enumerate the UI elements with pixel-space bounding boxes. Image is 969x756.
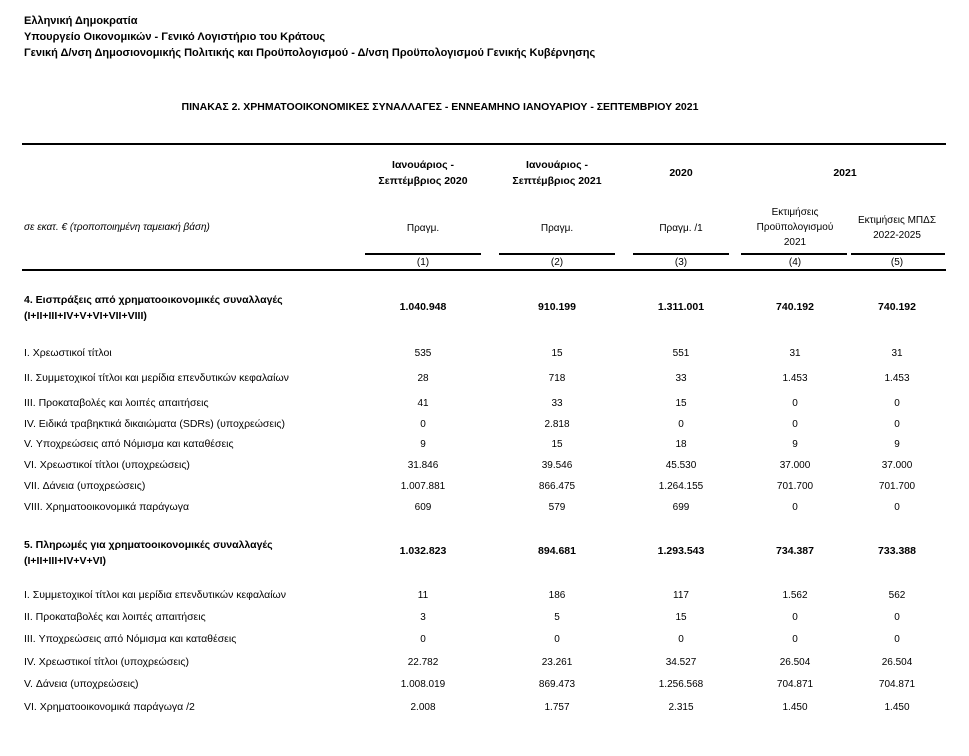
col-header-4-5: 2021 — [833, 167, 857, 179]
section-4-row-label: I. Χρεωστικοί τίτλοι — [24, 347, 112, 359]
section-5-row-label: VI. Χρηματοοικονομικά παράγωγα /2 — [24, 701, 195, 713]
section-4-row-value: 0 — [420, 419, 426, 430]
section-4-row-value: 609 — [414, 502, 432, 513]
section-5-row-value: 2.008 — [410, 702, 436, 713]
header-line-3: Γενική Δ/νση Δημοσιονομικής Πολιτικής και Προϋπολογισμού - Δ/νση Προϋπολογισμού Γενικής Κυβέρνησης — [24, 47, 596, 59]
section-5-row-value: 1.008.019 — [400, 679, 446, 690]
section-5-row-value: 0 — [678, 634, 684, 645]
section-5-row-value: 562 — [888, 590, 906, 601]
header-line-1: Ελληνική Δημοκρατία — [24, 15, 138, 27]
section-5-row-value: 23.261 — [541, 657, 573, 668]
col-header-2: Ιανουάριος - Σεπτέμβριος 2021 — [512, 159, 602, 187]
section-4-row-label: VI. Χρεωστικοί τίτλοι (υποχρεώσεις) — [24, 459, 190, 471]
section-4-row-value: 9 — [894, 439, 900, 450]
section-5-row-label: III. Υποχρεώσεις από Νόμισμα και καταθέσεις — [24, 633, 237, 645]
section-5-label — [24, 537, 273, 569]
section-4-row-value: 701.700 — [878, 481, 916, 492]
section-4-row-value: 0 — [894, 502, 900, 513]
section-5-row-value: 704.871 — [878, 679, 916, 690]
section-4-row-value: 9 — [420, 439, 426, 450]
section-5-row-value: 117 — [673, 590, 689, 601]
section-5-row-value: 704.871 — [776, 679, 814, 690]
section-4-row-value: 39.546 — [541, 460, 573, 471]
section-4-row-value: 718 — [548, 373, 566, 384]
col-number-1: (1) — [416, 257, 430, 268]
section-5-row-value: 0 — [420, 634, 426, 645]
section-4-row-value: 41 — [417, 398, 429, 409]
section-5-row-value: 26.504 — [779, 657, 811, 668]
section-4-label — [24, 292, 283, 324]
section-4-row-value: 1.453 — [782, 373, 808, 384]
section-5-row-value: 186 — [548, 590, 566, 601]
section-4-row-value: 31 — [891, 348, 903, 359]
sub-header-2: Πραγμ. — [540, 223, 574, 234]
col-number-5: (5) — [890, 257, 904, 268]
section-4-total-5: 740.192 — [878, 301, 916, 313]
section-4-total-2: 910.199 — [538, 301, 576, 313]
section-5-row-value: 0 — [894, 612, 900, 623]
section-5-row-value: 1.450 — [884, 702, 910, 713]
sub-header-5: Εκτιμήσεις ΜΠΔΣ 2022-2025 — [857, 215, 937, 241]
section-5-row-value: 15 — [675, 612, 687, 623]
section-4-row-value: 31 — [789, 348, 801, 359]
col-rule-3 — [633, 253, 729, 255]
section-5-title: 5. Πληρωμές για χρηματοοικονομικές συναλλαγές — [24, 539, 273, 551]
section-4-row-label: IV. Ειδικά τραβηκτικά δικαιώματα (SDRs) (υποχρεώσεις) — [24, 418, 285, 430]
col-number-3: (3) — [674, 257, 688, 268]
sub-header-4: Εκτιμήσεις Προϋπολογισμού 2021 — [756, 207, 834, 248]
section-5-row-label: II. Προκαταβολές και λοιπές απαιτήσεις — [24, 611, 206, 623]
section-4-row-label: V. Υποχρεώσεις από Νόμισμα και καταθέσεις — [24, 438, 234, 450]
section-4-row-value: 551 — [672, 348, 690, 359]
section-5-row-value: 1.256.568 — [658, 679, 704, 690]
section-4-row-value: 699 — [672, 502, 690, 513]
col-header-3: 2020 — [669, 167, 693, 179]
section-5-row-value: 3 — [420, 612, 426, 623]
section-4-title: 4. Εισπράξεις από χρηματοοικονομικές συναλλαγές — [24, 294, 283, 306]
sub-header-1: Πραγμ. — [406, 223, 440, 234]
section-4-formula: (I+II+III+IV+V+VI+VII+VIII) — [24, 310, 147, 322]
section-5-row-value: 1.450 — [782, 702, 808, 713]
section-4-row-value: 33 — [551, 398, 563, 409]
section-4-row-value: 0 — [894, 419, 900, 430]
section-5-row-value: 0 — [792, 612, 798, 623]
section-4-row-value: 1.007.881 — [400, 481, 446, 492]
header-line-2: Υπουργείο Οικονομικών - Γενικό Λογιστήριο του Κράτους — [24, 31, 326, 43]
unit-note: σε εκατ. € (τροποποιημένη ταμειακή βάση) — [24, 222, 210, 233]
section-5-total-1: 1.032.823 — [399, 545, 447, 557]
section-4-total-3: 1.311.001 — [657, 301, 705, 313]
section-5-row-value: 5 — [554, 612, 560, 623]
section-5-row-value: 26.504 — [881, 657, 913, 668]
section-5-row-value: 0 — [894, 634, 900, 645]
section-4-row-value: 37.000 — [779, 460, 811, 471]
section-5-row-value: 22.782 — [407, 657, 439, 668]
section-4-row-value: 0 — [792, 502, 798, 513]
section-5-row-value: 0 — [554, 634, 560, 645]
section-5-total-2: 894.681 — [538, 545, 576, 557]
section-4-row-value: 1.453 — [884, 373, 910, 384]
sub-header-3: Πραγμ. /1 — [659, 223, 703, 234]
section-5-row-value: 2.315 — [668, 702, 694, 713]
section-4-row-value: 0 — [792, 398, 798, 409]
section-5-row-value: 11 — [417, 590, 429, 601]
section-5-row-label: IV. Χρεωστικοί τίτλοι (υποχρεώσεις) — [24, 656, 189, 668]
section-5-row-value: 0 — [792, 634, 798, 645]
section-4-row-value: 15 — [551, 439, 563, 450]
section-5-formula: (I+II+III+IV+V+VI) — [24, 555, 107, 567]
top-rule — [22, 143, 946, 145]
section-4-row-label: VII. Δάνεια (υποχρεώσεις) — [24, 480, 146, 492]
section-4-row-value: 37.000 — [881, 460, 913, 471]
section-5-row-value: 1.562 — [782, 590, 808, 601]
section-4-row-value: 9 — [792, 439, 798, 450]
section-5-row-value: 1.757 — [544, 702, 570, 713]
section-4-row-value: 579 — [548, 502, 566, 513]
section-4-row-value: 0 — [678, 419, 684, 430]
section-5-total-3: 1.293.543 — [657, 545, 705, 557]
section-4-row-value: 33 — [675, 373, 687, 384]
section-4-row-value: 18 — [675, 439, 687, 450]
section-4-row-value: 28 — [417, 373, 429, 384]
col-header-1: Ιανουάριος - Σεπτέμβριος 2020 — [378, 159, 468, 187]
section-4-row-value: 31.846 — [407, 460, 439, 471]
col-rule-4 — [741, 253, 847, 255]
section-4-row-value: 1.264.155 — [658, 481, 704, 492]
header-bottom-rule — [22, 269, 946, 271]
section-4-row-label: II. Συμμετοχικοί τίτλοι και μερίδια επενδυτικών κεφαλαίων — [24, 372, 289, 384]
section-4-total-1: 1.040.948 — [399, 301, 447, 313]
section-5-total-5: 733.388 — [878, 545, 916, 557]
table-title: ΠΙΝΑΚΑΣ 2. ΧΡΗΜΑΤΟΟΙΚΟΝΟΜΙΚΕΣ ΣΥΝΑΛΛΑΓΕΣ - ΕΝΝΕΑΜΗΝΟ ΙΑΝΟΥΑΡΙΟΥ - ΣΕΠΤΕΜΒΡΙΟΥ 2021 — [181, 101, 699, 113]
section-5-row-value: 869.473 — [538, 679, 576, 690]
section-4-row-value: 2.818 — [544, 419, 570, 430]
section-4-row-value: 15 — [551, 348, 563, 359]
section-5-row-value: 34.527 — [665, 657, 697, 668]
section-5-total-4: 734.387 — [776, 545, 814, 557]
section-4-row-value: 0 — [894, 398, 900, 409]
col-rule-5 — [851, 253, 945, 255]
section-4-row-value: 45.530 — [665, 460, 697, 471]
section-4-row-value: 701.700 — [776, 481, 814, 492]
section-4-row-value: 15 — [675, 398, 687, 409]
section-4-row-label: VIII. Χρηματοοικονομικά παράγωγα — [24, 501, 190, 513]
section-5-row-label: V. Δάνεια (υποχρεώσεις) — [24, 678, 139, 690]
section-5-row-label: I. Συμμετοχικοί τίτλοι και μερίδια επενδυτικών κεφαλαίων — [24, 589, 286, 601]
section-4-row-value: 0 — [792, 419, 798, 430]
section-4-total-4: 740.192 — [776, 301, 814, 313]
col-rule-2 — [499, 253, 615, 255]
col-number-4: (4) — [788, 257, 802, 268]
col-rule-1 — [365, 253, 481, 255]
section-4-row-value: 535 — [414, 348, 432, 359]
section-4-row-value: 866.475 — [538, 481, 576, 492]
section-4-row-label: III. Προκαταβολές και λοιπές απαιτήσεις — [24, 397, 209, 409]
col-number-2: (2) — [550, 257, 564, 268]
